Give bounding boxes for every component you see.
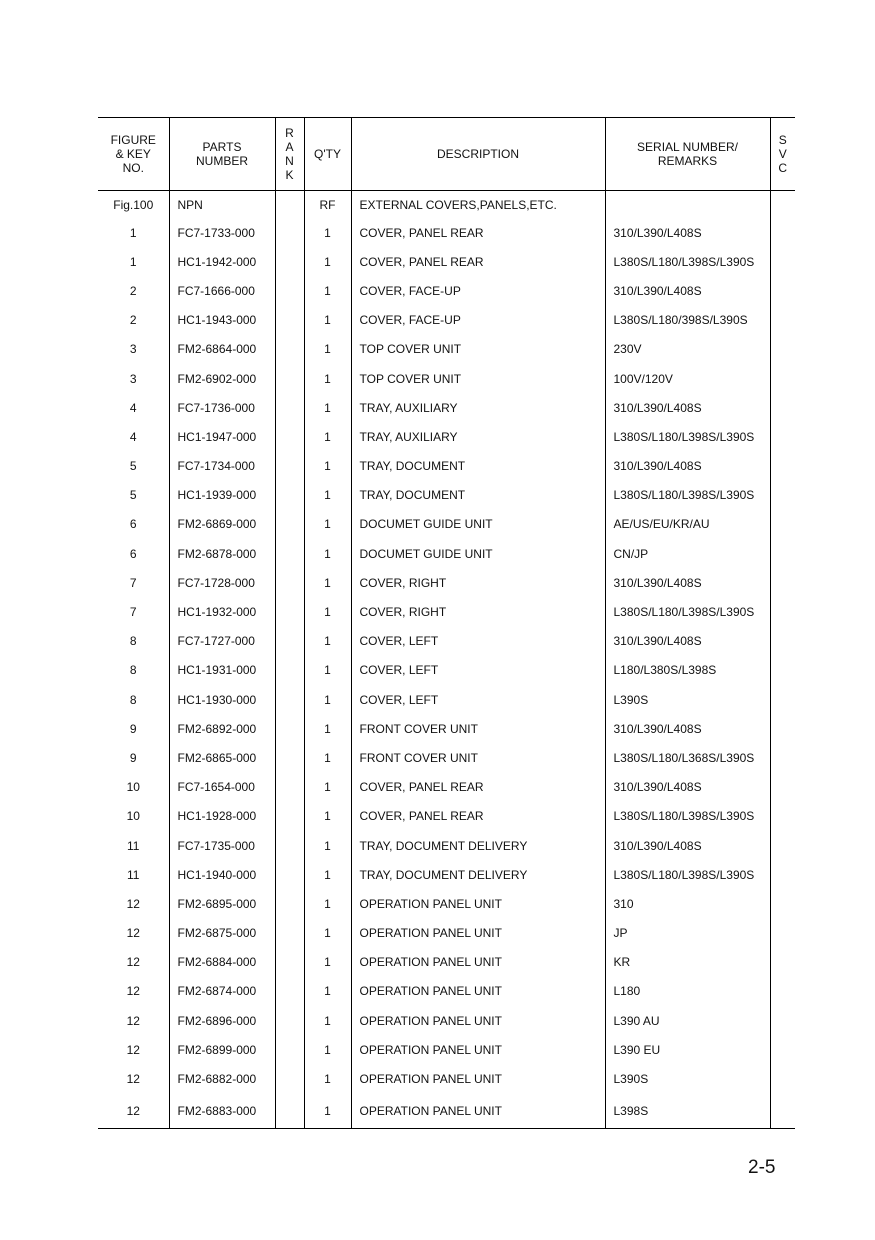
parts-number-cell: FM2-6864-000 <box>169 335 275 364</box>
figure-key-cell: 5 <box>129 459 137 474</box>
svc-cell <box>770 218 795 247</box>
parts-number-cell: FM2-6896-000 <box>169 1006 275 1035</box>
description-cell: COVER, LEFT <box>351 627 605 656</box>
parts-number-cell: HC1-1940-000 <box>169 860 275 889</box>
rank-cell <box>275 539 304 568</box>
svc-cell <box>770 364 795 393</box>
description-cell: OPERATION PANEL UNIT <box>351 919 605 948</box>
qty-cell: 1 <box>304 1094 351 1129</box>
serial-remarks-cell: 310/L390/L408S <box>605 393 770 422</box>
qty-cell: 1 <box>304 627 351 656</box>
table-row <box>98 685 795 714</box>
svc-cell <box>770 247 795 276</box>
table-row <box>98 568 795 597</box>
table-row <box>98 919 795 948</box>
svc-cell <box>770 714 795 743</box>
serial-remarks-cell: L380S/L180/L398S/L390S <box>605 802 770 831</box>
header-rank-letter: A <box>285 140 294 154</box>
serial-remarks-cell: 310/L390/L408S <box>605 276 770 305</box>
rank-cell <box>275 685 304 714</box>
svc-cell <box>770 306 795 335</box>
header-description <box>351 118 605 191</box>
parts-number-cell: FM2-6878-000 <box>169 539 275 568</box>
parts-number-cell: FM2-6875-000 <box>169 919 275 948</box>
svc-cell <box>770 481 795 510</box>
description-cell: COVER, LEFT <box>351 685 605 714</box>
serial-remarks-cell: L390S <box>605 685 770 714</box>
svc-cell <box>770 1035 795 1064</box>
qty-cell: 1 <box>304 422 351 451</box>
header-parts-line: NUMBER <box>195 154 248 168</box>
description-cell: EXTERNAL COVERS,PANELS,ETC. <box>351 191 605 219</box>
parts-number-cell: HC1-1928-000 <box>169 802 275 831</box>
header-qty <box>304 118 351 191</box>
rank-cell <box>275 773 304 802</box>
parts-number-cell: FM2-6869-000 <box>169 510 275 539</box>
table-row <box>98 393 795 422</box>
page-number: 2-5 <box>748 1157 776 1178</box>
qty-cell: 1 <box>304 568 351 597</box>
header-figure <box>98 118 169 191</box>
qty-cell: 1 <box>304 539 351 568</box>
serial-remarks-cell: KR <box>605 948 770 977</box>
parts-number-cell: FC7-1734-000 <box>169 452 275 481</box>
figure-key-cell: 9 <box>129 750 137 765</box>
figure-key-cell: 9 <box>129 721 137 736</box>
figure-key-cell: 11 <box>127 838 140 853</box>
figure-key-cell: 12 <box>126 926 140 941</box>
rank-cell <box>275 1035 304 1064</box>
serial-remarks-cell: L390 EU <box>605 1035 770 1064</box>
qty-cell: 1 <box>304 218 351 247</box>
svc-cell <box>770 393 795 422</box>
parts-number-cell: FM2-6892-000 <box>169 714 275 743</box>
rank-cell <box>275 597 304 626</box>
serial-remarks-cell <box>605 191 770 219</box>
table-row <box>98 948 795 977</box>
qty-cell: 1 <box>304 597 351 626</box>
rank-cell <box>275 831 304 860</box>
qty-cell: 1 <box>304 889 351 918</box>
header-description-label: DESCRIPTION <box>436 147 519 161</box>
description-cell: FRONT COVER UNIT <box>351 714 605 743</box>
parts-number-cell: FC7-1733-000 <box>169 218 275 247</box>
rank-cell <box>275 889 304 918</box>
serial-remarks-cell: 310/L390/L408S <box>605 218 770 247</box>
rank-cell <box>275 218 304 247</box>
parts-list-sheet <box>98 117 795 1129</box>
table-header <box>98 118 795 191</box>
svc-cell <box>770 452 795 481</box>
table-row <box>98 773 795 802</box>
table-row <box>98 743 795 772</box>
rank-cell <box>275 481 304 510</box>
svc-cell <box>770 335 795 364</box>
rank-cell <box>275 247 304 276</box>
header-parts-line: PARTS <box>202 140 242 154</box>
rank-cell <box>275 743 304 772</box>
qty-cell: 1 <box>304 948 351 977</box>
parts-number-cell: HC1-1939-000 <box>169 481 275 510</box>
description-cell: TRAY, DOCUMENT <box>351 481 605 510</box>
rank-cell <box>275 948 304 977</box>
description-cell: COVER, RIGHT <box>351 568 605 597</box>
rank-cell <box>275 276 304 305</box>
header-rank-letter: N <box>285 154 294 168</box>
svc-cell <box>770 191 795 219</box>
description-cell: OPERATION PANEL UNIT <box>351 1064 605 1093</box>
svc-cell <box>770 1006 795 1035</box>
svc-cell <box>770 597 795 626</box>
rank-cell <box>275 510 304 539</box>
table-row <box>98 597 795 626</box>
parts-number-cell: FC7-1666-000 <box>169 276 275 305</box>
header-figure-line: NO. <box>122 161 144 175</box>
table-row <box>98 977 795 1006</box>
header-svc-letter: C <box>778 161 788 175</box>
qty-cell: 1 <box>304 364 351 393</box>
qty-cell: 1 <box>304 452 351 481</box>
parts-number-cell: HC1-1932-000 <box>169 597 275 626</box>
serial-remarks-cell: 310/L390/L408S <box>605 831 770 860</box>
svc-cell <box>770 568 795 597</box>
description-cell: OPERATION PANEL UNIT <box>351 948 605 977</box>
figure-key-cell: 3 <box>129 371 137 386</box>
rank-cell <box>275 977 304 1006</box>
parts-number-cell: FC7-1727-000 <box>169 627 275 656</box>
table-row <box>98 889 795 918</box>
parts-number-cell: NPN <box>169 191 275 219</box>
rank-cell <box>275 714 304 743</box>
header-qty-label: Q'TY <box>314 147 341 161</box>
parts-number-cell: FM2-6884-000 <box>169 948 275 977</box>
header-serial-line: SERIAL NUMBER/ <box>637 140 738 154</box>
rank-cell <box>275 919 304 948</box>
figure-key-cell: 12 <box>126 896 140 911</box>
rank-cell <box>275 1064 304 1093</box>
header-rank-letter: K <box>285 168 294 182</box>
serial-remarks-cell: 310/L390/L408S <box>605 627 770 656</box>
serial-remarks-cell: L180 <box>605 977 770 1006</box>
parts-number-cell: HC1-1947-000 <box>169 422 275 451</box>
qty-cell: 1 <box>304 1064 351 1093</box>
rank-cell <box>275 364 304 393</box>
header-svc-letter: S <box>778 133 787 147</box>
rank-cell <box>275 802 304 831</box>
figure-key-cell: 12 <box>126 1072 140 1087</box>
rank-cell <box>275 393 304 422</box>
serial-remarks-cell: 310/L390/L408S <box>605 568 770 597</box>
parts-number-cell: HC1-1943-000 <box>169 306 275 335</box>
qty-cell: 1 <box>304 510 351 539</box>
parts-number-cell: FM2-6874-000 <box>169 977 275 1006</box>
qty-cell: 1 <box>304 656 351 685</box>
table-row <box>98 656 795 685</box>
figure-key-cell: 1 <box>129 225 137 240</box>
figure-key-cell: 4 <box>129 429 137 444</box>
table-row <box>98 802 795 831</box>
svc-cell <box>770 773 795 802</box>
svc-cell <box>770 685 795 714</box>
parts-table <box>98 117 795 1129</box>
description-cell: TRAY, AUXILIARY <box>351 422 605 451</box>
table-row <box>98 714 795 743</box>
header-rank <box>275 118 304 191</box>
parts-number-cell: FM2-6899-000 <box>169 1035 275 1064</box>
serial-remarks-cell: L380S/L180/L398S/L390S <box>605 597 770 626</box>
figure-key-cell: 1 <box>129 254 137 269</box>
figure-key-cell: 8 <box>129 692 137 707</box>
figure-key-cell: 12 <box>126 1013 140 1028</box>
header-svc <box>770 118 795 191</box>
header-parts-number <box>169 118 275 191</box>
svc-cell <box>770 627 795 656</box>
description-cell: COVER, RIGHT <box>351 597 605 626</box>
serial-remarks-cell: L380S/L180/398S/L390S <box>605 306 770 335</box>
rank-cell <box>275 627 304 656</box>
figure-key-cell: 8 <box>129 634 137 649</box>
table-row <box>98 1006 795 1035</box>
table-row <box>98 452 795 481</box>
table-row <box>98 860 795 889</box>
description-cell: DOCUMET GUIDE UNIT <box>351 510 605 539</box>
figure-key-cell: Fig.100 <box>113 197 154 212</box>
parts-number-cell: FM2-6865-000 <box>169 743 275 772</box>
figure-key-cell: 3 <box>129 342 137 357</box>
figure-key-cell: 10 <box>126 809 140 824</box>
rank-cell <box>275 191 304 219</box>
qty-cell: 1 <box>304 714 351 743</box>
figure-key-cell: 12 <box>126 955 140 970</box>
table-row <box>98 1035 795 1064</box>
figure-key-cell: 6 <box>129 546 137 561</box>
description-cell: COVER, LEFT <box>351 656 605 685</box>
svc-cell <box>770 919 795 948</box>
rank-cell <box>275 568 304 597</box>
serial-remarks-cell: L380S/L180/L398S/L390S <box>605 422 770 451</box>
parts-number-cell: FM2-6895-000 <box>169 889 275 918</box>
rank-cell <box>275 422 304 451</box>
serial-remarks-cell: JP <box>605 919 770 948</box>
serial-remarks-cell: L380S/L180/L398S/L390S <box>605 481 770 510</box>
description-cell: COVER, PANEL REAR <box>351 773 605 802</box>
table-row <box>98 335 795 364</box>
figure-key-cell: 7 <box>129 605 137 620</box>
table-row <box>98 276 795 305</box>
description-cell: COVER, FACE-UP <box>351 276 605 305</box>
rank-cell <box>275 335 304 364</box>
table-row <box>98 831 795 860</box>
serial-remarks-cell: L390S <box>605 1064 770 1093</box>
header-rank-letter: R <box>285 126 294 140</box>
description-cell: OPERATION PANEL UNIT <box>351 1035 605 1064</box>
svc-cell <box>770 860 795 889</box>
figure-key-cell: 7 <box>129 575 137 590</box>
qty-cell: RF <box>304 191 351 219</box>
svc-cell <box>770 948 795 977</box>
table-row <box>98 218 795 247</box>
qty-cell: 1 <box>304 247 351 276</box>
description-cell: FRONT COVER UNIT <box>351 743 605 772</box>
rank-cell <box>275 306 304 335</box>
qty-cell: 1 <box>304 802 351 831</box>
qty-cell: 1 <box>304 743 351 772</box>
description-cell: TRAY, DOCUMENT <box>351 452 605 481</box>
parts-number-cell: FM2-6882-000 <box>169 1064 275 1093</box>
header-serial-line: REMARKS <box>657 154 718 168</box>
serial-remarks-cell: 310/L390/L408S <box>605 773 770 802</box>
description-cell: TOP COVER UNIT <box>351 364 605 393</box>
description-cell: COVER, PANEL REAR <box>351 218 605 247</box>
svc-cell <box>770 276 795 305</box>
serial-remarks-cell: 100V/120V <box>605 364 770 393</box>
table-row <box>98 364 795 393</box>
description-cell: DOCUMET GUIDE UNIT <box>351 539 605 568</box>
rank-cell <box>275 860 304 889</box>
table-row <box>98 306 795 335</box>
parts-number-cell: HC1-1931-000 <box>169 656 275 685</box>
serial-remarks-cell: L398S <box>605 1094 770 1129</box>
figure-key-cell: 2 <box>129 283 137 298</box>
svc-cell <box>770 656 795 685</box>
table-row <box>98 510 795 539</box>
description-cell: OPERATION PANEL UNIT <box>351 977 605 1006</box>
table-row <box>98 539 795 568</box>
svc-cell <box>770 831 795 860</box>
table-row <box>98 627 795 656</box>
table-row <box>98 1094 795 1129</box>
figure-key-cell: 12 <box>126 1042 140 1057</box>
serial-remarks-cell: 310 <box>605 889 770 918</box>
svc-cell <box>770 1064 795 1093</box>
serial-remarks-cell: CN/JP <box>605 539 770 568</box>
figure-key-cell: 12 <box>126 984 140 999</box>
rank-cell <box>275 656 304 685</box>
description-cell: COVER, PANEL REAR <box>351 247 605 276</box>
qty-cell: 1 <box>304 685 351 714</box>
svc-cell <box>770 802 795 831</box>
qty-cell: 1 <box>304 831 351 860</box>
figure-key-cell: 8 <box>129 663 137 678</box>
description-cell: TOP COVER UNIT <box>351 335 605 364</box>
serial-remarks-cell: 310/L390/L408S <box>605 714 770 743</box>
parts-number-cell: FM2-6883-000 <box>169 1094 275 1129</box>
header-svc-letter: V <box>778 147 787 161</box>
parts-number-cell: HC1-1942-000 <box>169 247 275 276</box>
qty-cell: 1 <box>304 919 351 948</box>
header-figure-line: FIGURE <box>110 133 156 147</box>
serial-remarks-cell: L390 AU <box>605 1006 770 1035</box>
qty-cell: 1 <box>304 335 351 364</box>
svc-cell <box>770 539 795 568</box>
serial-remarks-cell: 230V <box>605 335 770 364</box>
rank-cell <box>275 452 304 481</box>
qty-cell: 1 <box>304 860 351 889</box>
rank-cell <box>275 1094 304 1129</box>
qty-cell: 1 <box>304 773 351 802</box>
serial-remarks-cell: L380S/L180/L398S/L390S <box>605 247 770 276</box>
description-cell: TRAY, DOCUMENT DELIVERY <box>351 860 605 889</box>
qty-cell: 1 <box>304 977 351 1006</box>
qty-cell: 1 <box>304 481 351 510</box>
figure-key-cell: 11 <box>127 867 140 882</box>
qty-cell: 1 <box>304 393 351 422</box>
parts-number-cell: FM2-6902-000 <box>169 364 275 393</box>
table-row <box>98 481 795 510</box>
serial-remarks-cell: L380S/L180/L368S/L390S <box>605 743 770 772</box>
qty-cell: 1 <box>304 1006 351 1035</box>
table-row <box>98 247 795 276</box>
figure-key-cell: 4 <box>129 400 137 415</box>
svc-cell <box>770 889 795 918</box>
table-row <box>98 422 795 451</box>
rank-cell <box>275 1006 304 1035</box>
figure-key-cell: 6 <box>129 517 137 532</box>
figure-key-cell: 12 <box>98 1094 169 1129</box>
table-row <box>98 191 795 219</box>
parts-number-cell: FC7-1728-000 <box>169 568 275 597</box>
qty-cell: 1 <box>304 276 351 305</box>
serial-remarks-cell: L380S/L180/L398S/L390S <box>605 860 770 889</box>
qty-cell: 1 <box>304 1035 351 1064</box>
header-figure-line: & KEY <box>115 147 151 161</box>
table-body <box>98 191 795 1129</box>
description-cell: COVER, FACE-UP <box>351 306 605 335</box>
svc-cell <box>770 1094 795 1129</box>
description-cell: COVER, PANEL REAR <box>351 802 605 831</box>
parts-number-cell: FC7-1654-000 <box>169 773 275 802</box>
svc-cell <box>770 422 795 451</box>
svc-cell <box>770 977 795 1006</box>
parts-number-cell: FC7-1735-000 <box>169 831 275 860</box>
serial-remarks-cell: L180/L380S/L398S <box>605 656 770 685</box>
parts-number-cell: FC7-1736-000 <box>169 393 275 422</box>
parts-number-cell: HC1-1930-000 <box>169 685 275 714</box>
qty-cell: 1 <box>304 306 351 335</box>
serial-remarks-cell: 310/L390/L408S <box>605 452 770 481</box>
serial-remarks-cell: AE/US/EU/KR/AU <box>605 510 770 539</box>
figure-key-cell: 2 <box>129 313 137 328</box>
description-cell: OPERATION PANEL UNIT <box>351 889 605 918</box>
description-cell: TRAY, DOCUMENT DELIVERY <box>351 831 605 860</box>
header-serial-remarks <box>605 118 770 191</box>
figure-key-cell: 10 <box>126 780 140 795</box>
figure-key-cell: 5 <box>129 488 137 503</box>
svc-cell <box>770 743 795 772</box>
description-cell: OPERATION PANEL UNIT <box>351 1006 605 1035</box>
description-cell: OPERATION PANEL UNIT <box>351 1094 605 1129</box>
description-cell: TRAY, AUXILIARY <box>351 393 605 422</box>
svc-cell <box>770 510 795 539</box>
table-row <box>98 1064 795 1093</box>
